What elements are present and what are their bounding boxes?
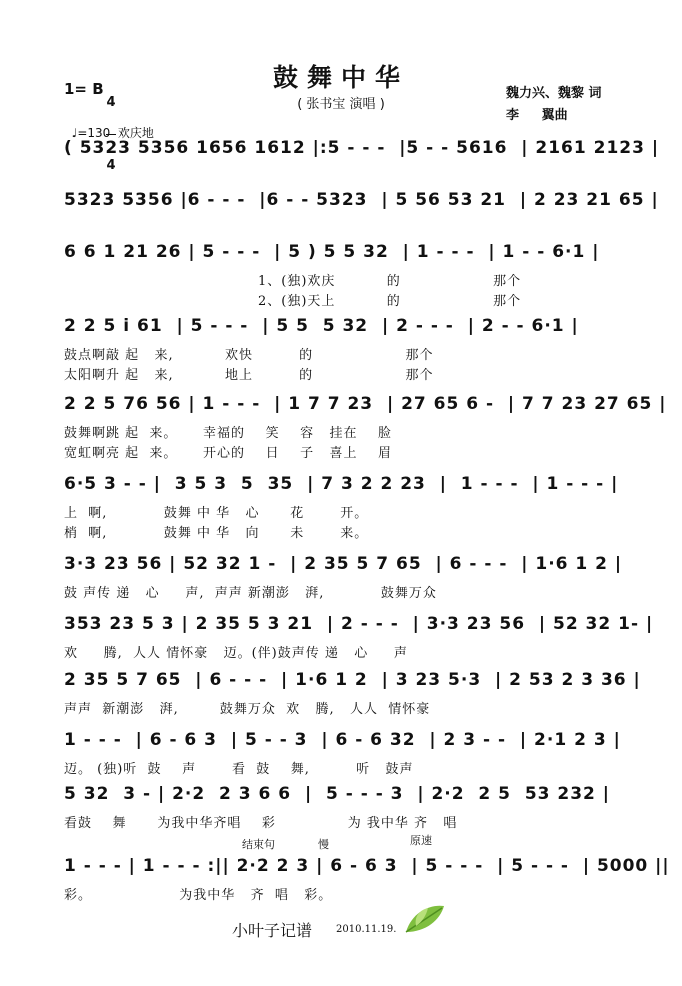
lyric-line: 梢 啊, 鼓舞 中 华 向 未 来。	[64, 526, 369, 541]
lyric-line: 鼓点啊敲 起 来, 欢快 的 那个	[64, 348, 434, 363]
quarter-note-icon: ♩	[71, 126, 78, 140]
meter-bottom: 4	[106, 158, 116, 173]
lyricist-credit: 魏力兴、魏黎 词	[506, 86, 602, 101]
transcriber-signature: 小叶子记谱	[232, 921, 313, 940]
lyric-line: 1、(独)欢庆 的 那个	[258, 274, 522, 289]
lyric-line: 看鼓 舞 为我中华齐唱 彩 为 我中华 齐 唱	[64, 816, 458, 831]
leaf-icon	[402, 902, 448, 936]
notation-row: 353 23 5 3 | 2 35 5 3 21 | 2 - - - | 3·3 23 56 | 52 32 1- |	[64, 614, 654, 634]
lyric-line: 彩。 为我中华 齐 唱 彩。	[64, 888, 333, 903]
notation-row: 1 - - - | 1 - - - :|| 2·2 2 3 | 6 - 6 3 | 5 - - - | 5 - - - | 5000 ||	[64, 856, 670, 876]
notation-row: 6·5 3 - - | 3 5 3 5 35 | 7 3 2 2 23 | 1 - - - | 1 - - - |	[64, 474, 619, 494]
slow-annotation: 慢	[318, 838, 329, 851]
lyric-line: 太阳啊升 起 来, 地上 的 那个	[64, 368, 434, 383]
composer-credit: 李 翼曲	[506, 108, 568, 123]
singer-credit: ( 张书宝 演唱 )	[297, 97, 385, 112]
key-signature: 1= B	[64, 80, 104, 98]
lyric-line: 2、(独)天上 的 那个	[258, 294, 522, 309]
lyric-line: 宽虹啊亮 起 来。 开心的 日 子 喜上 眉	[64, 446, 393, 461]
transcription-date: 2010.11.19.	[336, 924, 397, 935]
notation-row: 5323 5356 |6 - - - |6 - - 5323 | 5 56 53 21 | 2 23 21 65 |	[64, 190, 659, 210]
lyric-line: 迈。 (独)听 鼓 声 看 鼓 舞, 听 鼓声	[64, 762, 414, 777]
notation-row: 2 2 5 i 61 | 5 - - - | 5 5 5 32 | 2 - - - | 2 - - 6·1 |	[64, 316, 579, 336]
original-speed-annotation: 原速	[410, 834, 432, 847]
notation-row: 6 6 1 21 26 | 5 - - - | 5 ) 5 5 32 | 1 - - - | 1 - - 6·1 |	[64, 242, 600, 262]
notation-row: 2 35 5 7 65 | 6 - - - | 1·6 1 2 | 3 23 5·3 | 2 53 2 3 36 |	[64, 670, 641, 690]
meter-top: 4	[106, 95, 116, 110]
notation-row: 5 32 3 - | 2·2 2 3 6 6 | 5 - - - 3 | 2·2 2 5 53 232 |	[64, 784, 611, 804]
notation-row: 1 - - - | 6 - 6 3 | 5 - - 3 | 6 - 6 32 | 2 3 - - | 2·1 2 3 |	[64, 730, 621, 750]
ending-annotation: 结束句	[242, 838, 275, 851]
lyric-line: 上 啊, 鼓舞 中 华 心 花 开。	[64, 506, 369, 521]
tempo-marking: ♩=130 欢庆地	[71, 126, 154, 140]
notation-row: 3·3 23 56 | 52 32 1 - | 2 35 5 7 65 | 6 - - - | 1·6 1 2 |	[64, 554, 623, 574]
lyric-line: 声声 新潮澎 湃, 鼓舞万众 欢 腾, 人人 情怀豪	[64, 702, 431, 717]
lyric-line: 欢 腾, 人人 情怀豪 迈。(伴)鼓声传 递 心 声	[64, 646, 408, 661]
lyric-line: 鼓舞啊跳 起 来。 幸福的 笑 容 挂在 脸	[64, 426, 393, 441]
notation-row: 2 2 5 76 56 | 1 - - - | 1 7 7 23 | 27 65 6 - | 7 7 23 27 65 |	[64, 394, 667, 414]
notation-row: ( 5323 5356 1656 1612 |:5 - - - |5 - - 5616 | 2161 2123 |	[64, 138, 660, 158]
song-title: 鼓舞中华	[272, 63, 409, 92]
lyric-line: 鼓 声传 递 心 声, 声声 新潮澎 湃, 鼓舞万众	[64, 586, 437, 601]
